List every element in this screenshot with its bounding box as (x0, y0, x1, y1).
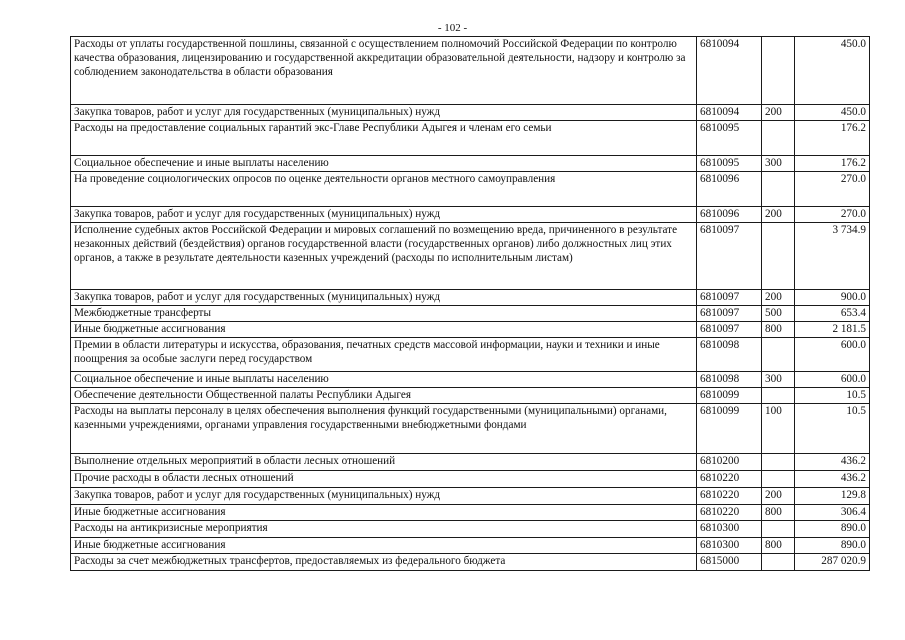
row-expense-type: 200 (762, 488, 795, 505)
row-description: Расходы на антикризисные мероприятия (71, 521, 697, 538)
row-description: На проведение социологических опросов по оценке деятельности органов местного самоуправления (71, 172, 697, 207)
row-target-code: 6810220 (697, 505, 762, 521)
row-amount: 129.8 (795, 488, 870, 505)
row-description: Расходы от уплаты государственной пошлины, связанной с осуществлением полномочий Российской Федерации по контролю качества образования, лицензированию и государственной аккредитации образовательной деятельности, надзору и контролю за соблюдением законодательства в области образования (71, 37, 697, 105)
row-amount: 176.2 (795, 156, 870, 172)
table-row (71, 471, 870, 488)
row-target-code: 6810094 (697, 105, 762, 121)
row-target-code: 6810096 (697, 207, 762, 223)
row-description: Расходы за счет межбюджетных трансфертов, предоставляемых из федерального бюджета (71, 554, 697, 571)
row-target-code: 6810097 (697, 223, 762, 290)
row-target-code: 6810099 (697, 388, 762, 404)
row-expense-type: 500 (762, 306, 795, 322)
row-target-code: 6810095 (697, 121, 762, 156)
row-amount: 900.0 (795, 290, 870, 306)
row-target-code: 6810220 (697, 471, 762, 488)
table-row (71, 207, 870, 223)
table-row (71, 322, 870, 338)
row-description: Расходы на предоставление социальных гарантий экс-Главе Республики Адыгея и членам его семьи (71, 121, 697, 156)
row-expense-type (762, 471, 795, 488)
table-row (71, 306, 870, 322)
row-target-code: 6810098 (697, 338, 762, 372)
row-description: Выполнение отдельных мероприятий в области лесных отношений (71, 454, 697, 471)
row-target-code: 6810300 (697, 521, 762, 538)
row-description: Расходы на выплаты персоналу в целях обеспечения выполнения функций государственными (муниципальными) органами, казенными учреждениями, органами управления государственными внебюджетными фондами (71, 404, 697, 454)
row-description: Иные бюджетные ассигнования (71, 505, 697, 521)
row-expense-type: 200 (762, 105, 795, 121)
row-amount: 890.0 (795, 521, 870, 538)
row-expense-type: 800 (762, 538, 795, 554)
row-amount: 600.0 (795, 338, 870, 372)
row-description: Премии в области литературы и искусства, образования, печатных средств массовой информации, науки и техники и иные поощрения за особые заслуги перед государством (71, 338, 697, 372)
row-target-code: 6810097 (697, 290, 762, 306)
row-amount: 890.0 (795, 538, 870, 554)
row-expense-type (762, 37, 795, 105)
row-amount: 10.5 (795, 404, 870, 454)
row-amount: 436.2 (795, 471, 870, 488)
row-expense-type (762, 521, 795, 538)
row-expense-type: 800 (762, 505, 795, 521)
row-amount: 3 734.9 (795, 223, 870, 290)
row-target-code: 6810097 (697, 306, 762, 322)
row-target-code: 6810095 (697, 156, 762, 172)
page-number: - 102 - (437, 22, 468, 34)
row-expense-type: 200 (762, 207, 795, 223)
row-description: Обеспечение деятельности Общественной палаты Республики Адыгея (71, 388, 697, 404)
table-row (71, 388, 870, 404)
table-row (71, 538, 870, 554)
table-row (71, 521, 870, 538)
table-row (71, 454, 870, 471)
row-description: Исполнение судебных актов Российской Федерации и мировых соглашений по возмещению вреда, причиненного в результате незаконных действий (бездействия) органов государственной власти (государственных органов) либо должностных лиц этих органов, а также в результате деятельности казенных учреждений (расходы по исполнительным листам) (71, 223, 697, 290)
row-target-code: 6810099 (697, 404, 762, 454)
row-expense-type (762, 172, 795, 207)
row-target-code: 6810096 (697, 172, 762, 207)
row-amount: 2 181.5 (795, 322, 870, 338)
table-row (71, 338, 870, 372)
row-target-code: 6810220 (697, 488, 762, 505)
table-row (71, 554, 870, 571)
table-row (71, 223, 870, 290)
row-amount: 450.0 (795, 37, 870, 105)
row-expense-type (762, 554, 795, 571)
row-amount: 287 020.9 (795, 554, 870, 571)
row-expense-type (762, 388, 795, 404)
row-expense-type (762, 338, 795, 372)
table-row (71, 121, 870, 156)
row-amount: 270.0 (795, 172, 870, 207)
row-amount: 436.2 (795, 454, 870, 471)
row-amount: 306.4 (795, 505, 870, 521)
row-amount: 653.4 (795, 306, 870, 322)
row-expense-type: 800 (762, 322, 795, 338)
row-description: Социальное обеспечение и иные выплаты населению (71, 372, 697, 388)
row-amount: 450.0 (795, 105, 870, 121)
row-expense-type (762, 121, 795, 156)
row-description: Межбюджетные трансферты (71, 306, 697, 322)
row-target-code: 6810098 (697, 372, 762, 388)
row-target-code: 6810097 (697, 322, 762, 338)
row-description: Прочие расходы в области лесных отношений (71, 471, 697, 488)
table-row (71, 488, 870, 505)
table-row (71, 37, 870, 105)
row-description: Иные бюджетные ассигнования (71, 322, 697, 338)
row-description: Закупка товаров, работ и услуг для государственных (муниципальных) нужд (71, 207, 697, 223)
row-amount: 176.2 (795, 121, 870, 156)
table-row (71, 156, 870, 172)
row-description: Иные бюджетные ассигнования (71, 538, 697, 554)
row-target-code: 6815000 (697, 554, 762, 571)
row-description: Социальное обеспечение и иные выплаты населению (71, 156, 697, 172)
row-amount: 270.0 (795, 207, 870, 223)
row-description: Закупка товаров, работ и услуг для государственных (муниципальных) нужд (71, 290, 697, 306)
table-row (71, 505, 870, 521)
budget-table (70, 36, 870, 571)
row-expense-type: 300 (762, 372, 795, 388)
row-description: Закупка товаров, работ и услуг для государственных (муниципальных) нужд (71, 105, 697, 121)
row-target-code: 6810094 (697, 37, 762, 105)
row-expense-type: 100 (762, 404, 795, 454)
row-description: Закупка товаров, работ и услуг для государственных (муниципальных) нужд (71, 488, 697, 505)
row-target-code: 6810200 (697, 454, 762, 471)
table-row (71, 290, 870, 306)
row-expense-type (762, 454, 795, 471)
row-expense-type (762, 223, 795, 290)
row-expense-type: 200 (762, 290, 795, 306)
table-row (71, 404, 870, 454)
row-expense-type: 300 (762, 156, 795, 172)
table-row (71, 105, 870, 121)
row-amount: 10.5 (795, 388, 870, 404)
table-row (71, 172, 870, 207)
row-amount: 600.0 (795, 372, 870, 388)
row-target-code: 6810300 (697, 538, 762, 554)
table-row (71, 372, 870, 388)
